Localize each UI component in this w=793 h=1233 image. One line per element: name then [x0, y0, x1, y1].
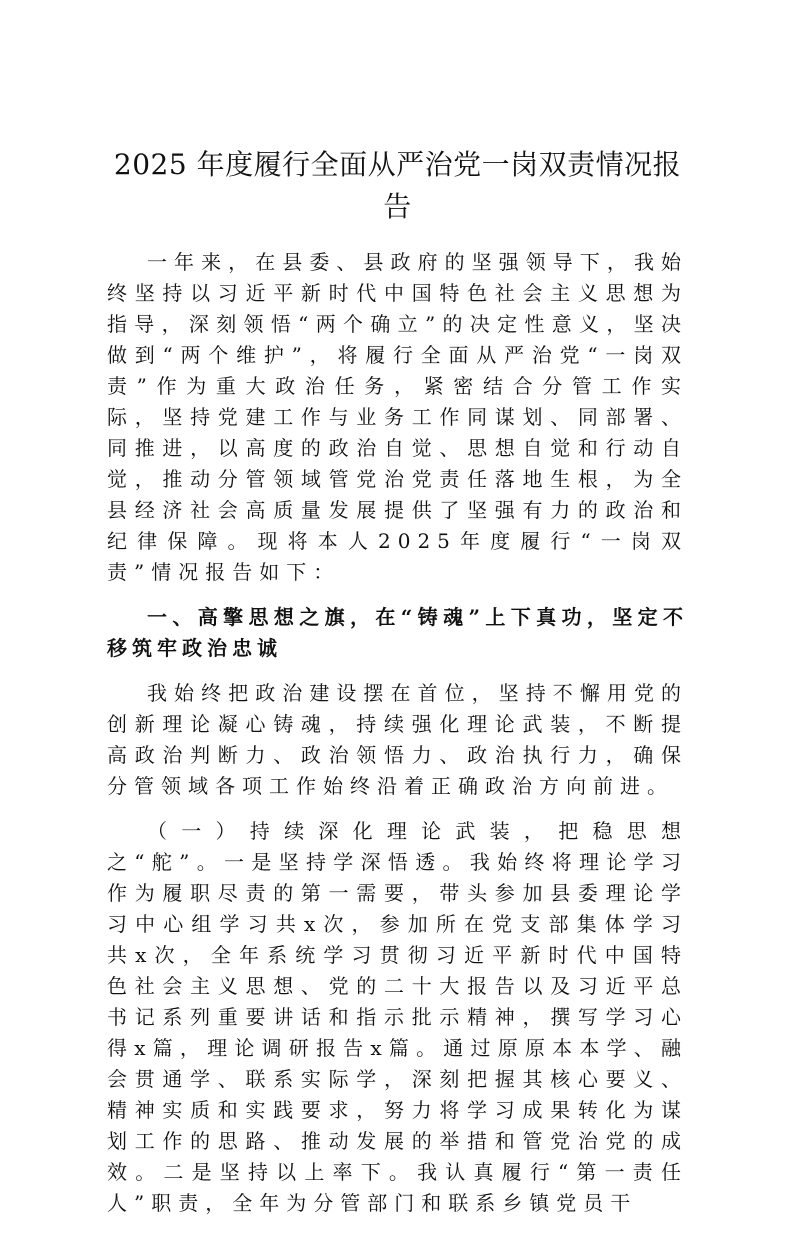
section-heading-1: 一、高擎思想之旗，在“铸魂”上下真功，坚定不移筑牢政治忠诚 — [107, 605, 688, 660]
document-page — [107, 0, 688, 1233]
subsection-1-paragraph: （一）持续深化理论武装，把稳思想之“舵”。一是坚持学深悟透。我始终将理论学习作为履职尽责的第一需要，带头参加县委理论学习中心组学习共x次，参加所在党支部集体学习共x次，全年系统学习贯彻习近平新时代中国特色社会主义思想、党的二十大报告以及习近平总书记系列重要讲话和指示批示精神，撰写学习心得x篇，理论调研报告x篇。通过原原本本学、融会贯通学、联系实际学，深刻把握其核心要义、精神实质和实践要求，努力将学习成果转化为谋划工作的思路、推动发展的举措和管党治党的成效。二是坚持以上率下。我认真履行“第一责任人”职责，全年为分管部门和联系乡镇党员干 — [107, 819, 688, 1215]
intro-paragraph: 一年来，在县委、县政府的坚强领导下，我始终坚持以习近平新时代中国特色社会主义思想为指导，深刻领悟“两个确立”的决定性意义，坚决做到“两个维护”，将履行全面从严治党“一岗双责”作为重大政治任务，紧密结合分管工作实际，坚持党建工作与业务工作同谋划、同部署、同推进，以高度的政治自觉、思想自觉和行动自觉，推动分管领域管党治党责任落地生根，为全县经济社会高质量发展提供了坚强有力的政治和纪律保障。现将本人2025年度履行“一岗双责”情况报告如下： — [107, 250, 688, 584]
document-title: 2025 年度履行全面从严治党一岗双责情况报告 — [113, 148, 682, 223]
section-1-intro-paragraph: 我始终把政治建设摆在首位，坚持不懈用党的创新理论凝心铸魂，持续强化理论武装，不断提高政治判断力、政治领悟力、政治执行力，确保分管领域各项工作始终沿着正确政治方向前进。 — [107, 681, 688, 798]
